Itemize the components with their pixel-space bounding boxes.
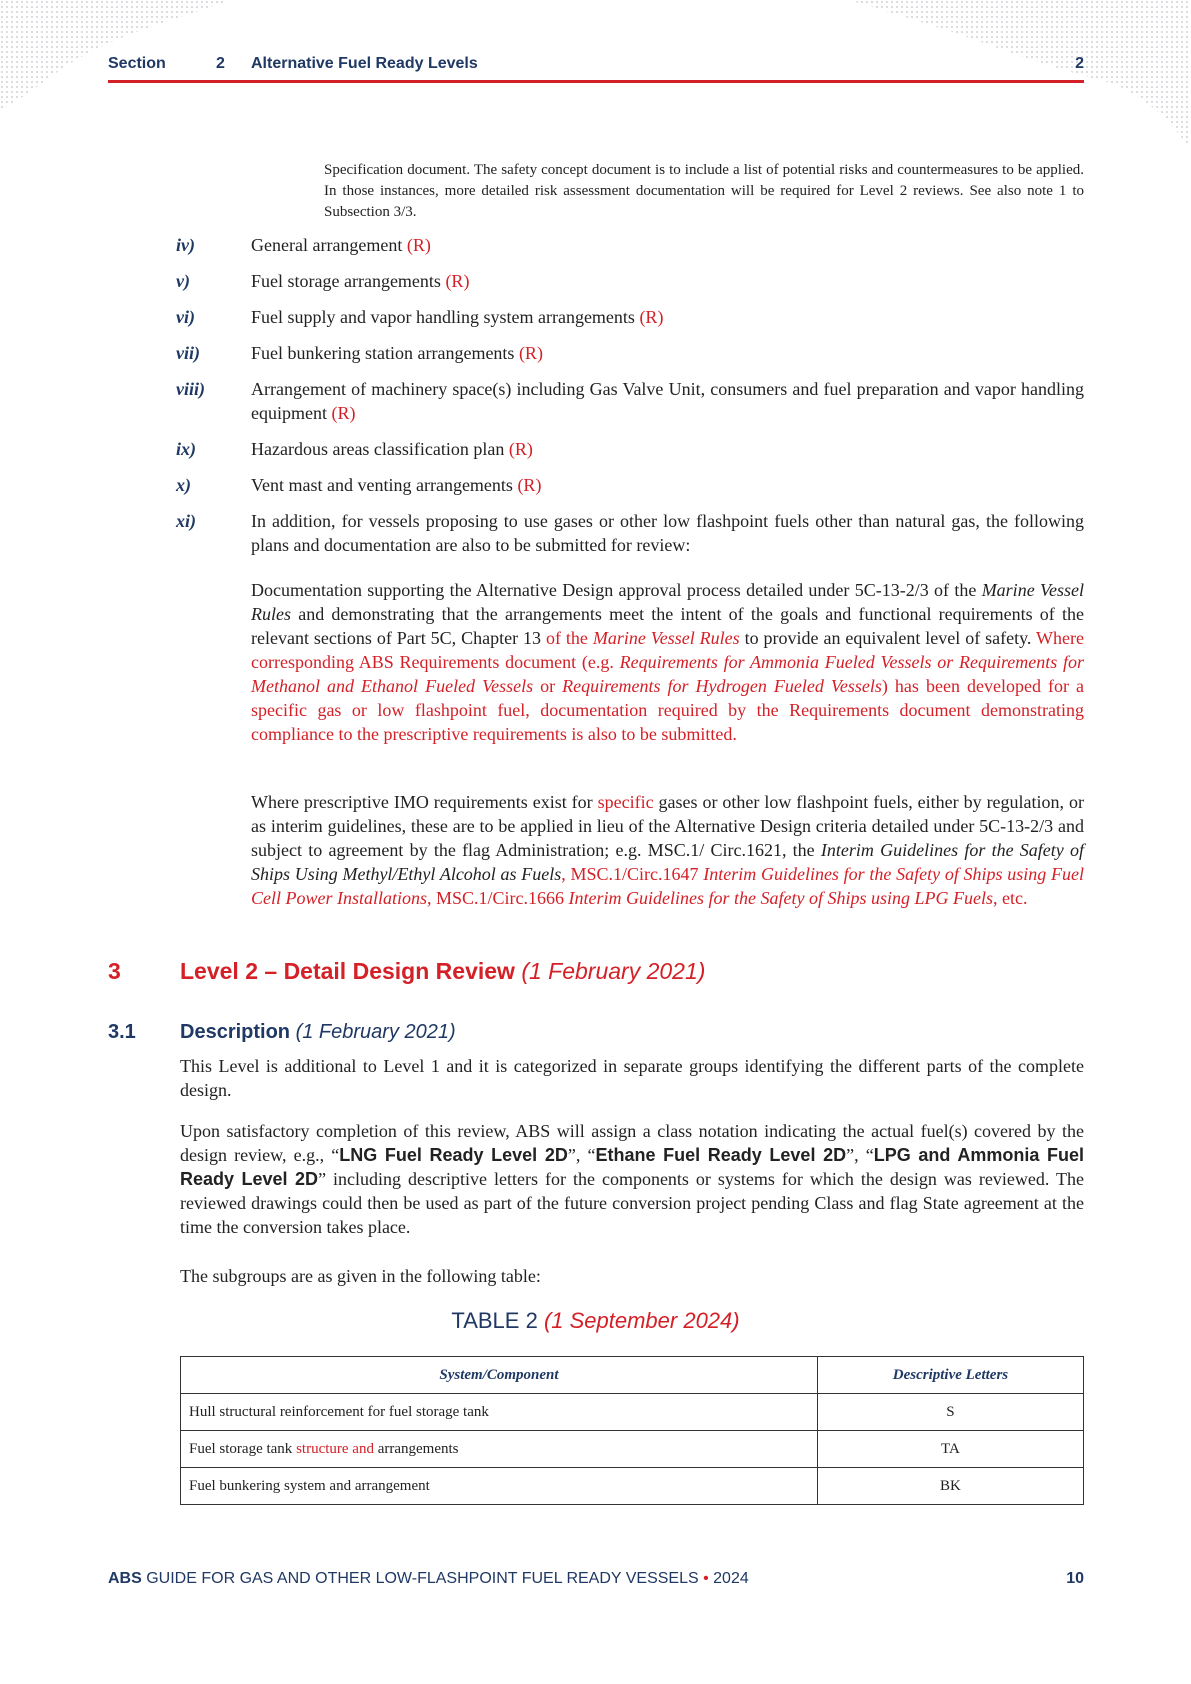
list-item-text: Arrangement of machinery space(s) including Gas Valve Unit, consumers and fuel preparation and vapor handling equipment [251,379,1084,423]
list-item [176,269,1084,293]
review-mark: (R) [445,271,470,291]
table-label: TABLE 2 [451,1308,538,1333]
section-label: Section [108,55,166,72]
list-item-text: Fuel storage arrangements [251,271,441,291]
footer-page-number: 10 [1066,1570,1084,1587]
footer-year: 2024 [713,1570,749,1587]
list-item-text: Vent mast and venting arrangements [251,475,513,495]
subsection-title: Description [180,1021,291,1043]
footer-bullet: • [698,1570,714,1587]
running-footer [108,1570,1084,1588]
table-cell: Fuel storage tank structure and arrangements [181,1431,818,1468]
note-text: Specification document. The safety concept document is to include a list of potential risks and countermeasures to be applied. In those instances, more detailed risk assessment documentation will be required for Level 2 reviews. See also note 1 to Subsection 3/3. [324,162,1084,220]
table-row [181,1431,1084,1468]
list-item-text: Fuel supply and vapor handling system arrangements [251,307,635,327]
section-3-number: 3 [108,958,121,984]
header-page-ref: 2 [1075,55,1084,72]
list-item-number: vii) [176,343,200,363]
list-item-number: ix) [176,439,196,459]
list-item-number: vi) [176,307,195,327]
review-mark: (R) [517,475,542,495]
table-cell: TA [817,1431,1083,1468]
section-3-title: Level 2 – Detail Design Review [180,958,515,984]
section-3-date: (1 February 2021) [521,958,706,984]
notation-paragraph: Upon satisfactory completion of this review, ABS will assign a class notation indicating the actual fuel(s) covered by the design review, e.g., “LNG Fuel Ready Level 2D”, “Ethane Fuel Ready Level 2D”, “LPG and Ammonia Fuel Ready Level 2D” including descriptive letters for the components or systems for which the design was reviewed. The reviewed drawings could then be used as part of the future conversion project pending Class and flag State agreement at the time the conversion takes place. [180,1121,1084,1237]
footer-title: GUIDE FOR GAS AND OTHER LOW-FLASHPOINT FUEL READY VESSELS [141,1570,699,1587]
list-item [176,233,1084,257]
list-item-text: Hazardous areas classification plan [251,439,505,459]
column-header: System/Component [181,1357,818,1394]
table-title [0,1308,1191,1334]
subsection-date: (1 February 2021) [295,1021,456,1043]
subgroups-paragraph: The subgroups are as given in the following table: [180,1266,541,1286]
review-mark: (R) [639,307,664,327]
table-cell: Hull structural reinforcement for fuel storage tank [181,1394,818,1431]
review-mark: (R) [518,343,543,363]
column-header: Descriptive Letters [817,1357,1083,1394]
list-item [176,437,1084,461]
subgroups-table [180,1356,1084,1505]
alternative-design-paragraph: Documentation supporting the Alternative Design approval process detailed under 5C-13-2/3 of the Marine Vessel Rules and demonstrating that the arrangements meet the intent of the goals and functional requirements of the relevant sections of Part 5C, Chapter 13 of the Marine Vessel Rules to provide an equivalent level of safety. Where corresponding ABS Requirements document (e.g. Requirements for Ammonia Fueled Vessels or Requirements for Methanol and Ethanol Fueled Vessels or Requirements for Hydrogen Fueled Vessels) has been developed for a specific gas or low flashpoint fuel, documentation required by the Requirements document demonstrating compliance to the prescriptive requirements is also to be submitted. [251,580,1085,744]
table-cell: BK [817,1468,1083,1505]
list-item [176,341,1084,365]
header-rule [108,80,1084,83]
review-mark: (R) [331,403,356,423]
review-mark: (R) [406,235,431,255]
table-cell: Fuel bunkering system and arrangement [181,1468,818,1505]
list-item-number: viii) [176,379,205,399]
table-cell: S [817,1394,1083,1431]
table-header-row [181,1357,1084,1394]
imo-requirements-paragraph: Where prescriptive IMO requirements exist for specific gases or other low flashpoint fuels, either by regulation, or as interim guidelines, these are to be applied in lieu of the Alternative Design criteria detailed under 5C-13-2/3 and subject to agreement by the flag Administration; e.g. MSC.1/ Circ.1621, the Interim Guidelines for the Safety of Ships Using Methyl/Ethyl Alcohol as Fuels, MSC.1/Circ.1647 Interim Guidelines for the Safety of Ships using Fuel Cell Power Installations, MSC.1/Circ.1666 Interim Guidelines for the Safety of Ships using LPG Fuels, etc. [251,792,1084,908]
review-mark: (R) [508,439,533,459]
list-item-number: v) [176,271,190,291]
table-date: (1 September 2024) [543,1308,740,1333]
subsection-number: 3.1 [108,1021,136,1043]
list-item [176,473,1084,497]
list-item [176,305,1084,329]
list-item-number: iv) [176,235,195,255]
list-item-text: General arrangement [251,235,403,255]
level-paragraph: This Level is additional to Level 1 and it is categorized in separate groups identifying the different parts of the complete design. [180,1056,1084,1100]
footer-brand: ABS [108,1570,142,1587]
section-title: Alternative Fuel Ready Levels [251,55,478,72]
list-item [176,377,1084,425]
list-item-text: In addition, for vessels proposing to use gases or other low flashpoint fuels other than natural gas, the following plans and documentation are also to be submitted for review: [251,511,1084,555]
running-header [108,55,1084,81]
list-item-text: Fuel bunkering station arrangements [251,343,515,363]
list-item-number: xi) [176,511,196,531]
list-item-number: x) [176,475,191,495]
list-item [176,509,1084,557]
table-row [181,1394,1084,1431]
section-number: 2 [216,55,225,72]
table-row [181,1468,1084,1505]
